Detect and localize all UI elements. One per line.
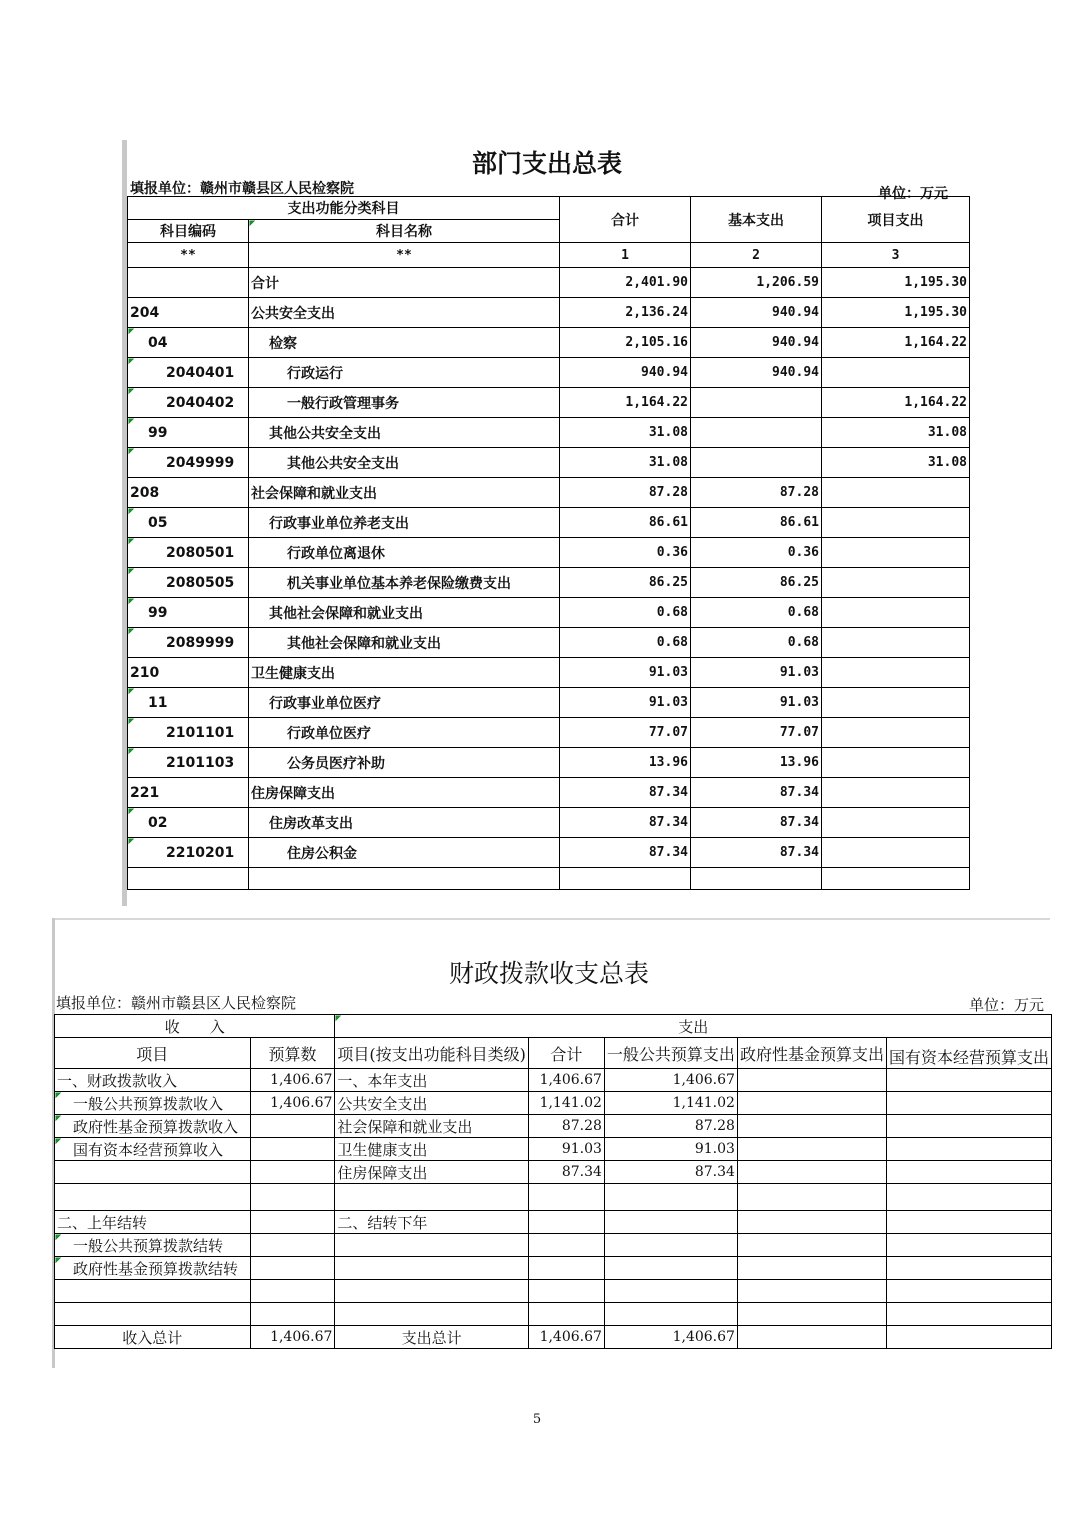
table2-currency-unit: 单位：万元 (968, 996, 1044, 1014)
table2-reporting-unit: 填报单位：赣州市赣县区人民检察院 (56, 994, 297, 1012)
table2-title: 财政拨款收支总表 (448, 959, 649, 988)
basic-value: 940.94 (691, 358, 822, 388)
basic-value: 87.34 (691, 838, 822, 868)
header-budget: 预算数 (250, 1038, 335, 1069)
subject-code: 2101103 (128, 748, 249, 778)
income-item (55, 1161, 251, 1184)
income-item: 国有资本经营预算收入 (55, 1138, 251, 1161)
table1-title: 部门支出总表 (471, 149, 622, 178)
expense-state-capital (886, 1092, 1051, 1115)
project-value (822, 538, 970, 568)
subject-name: 其他社会保障和就业支出 (249, 628, 560, 658)
expense-item (335, 1280, 529, 1303)
basic-value: 91.03 (691, 658, 822, 688)
total-row (55, 1326, 1052, 1349)
table-row (128, 418, 970, 448)
table-row (128, 538, 970, 568)
income-budget (250, 1257, 335, 1280)
income-budget: 1,406.67 (250, 1092, 335, 1115)
expense-total (528, 1211, 604, 1234)
project-value (822, 598, 970, 628)
table-row (55, 1257, 1052, 1280)
income-item: 一般公共预算拨款收入 (55, 1092, 251, 1115)
header-income: 收 入 (55, 1015, 335, 1038)
expense-item: 住房保障支出 (335, 1161, 529, 1184)
subject-name: 住房保障支出 (249, 778, 560, 808)
subject-code: 11 (128, 688, 249, 718)
expense-fund-total (737, 1326, 886, 1349)
table-row (55, 1069, 1052, 1092)
total-value: 87.34 (560, 808, 691, 838)
expense-item (335, 1234, 529, 1257)
expense-general (604, 1211, 737, 1234)
project-value: 1,195.30 (822, 298, 970, 328)
table-row (55, 1138, 1052, 1161)
basic-value: 86.61 (691, 508, 822, 538)
table-row (128, 718, 970, 748)
expense-total (528, 1280, 604, 1303)
total-value: 87.34 (560, 838, 691, 868)
subject-name: 卫生健康支出 (249, 658, 560, 688)
header-code: 科目编码 (128, 220, 249, 243)
total-value: 87.28 (560, 478, 691, 508)
table-row (55, 1211, 1052, 1234)
subject-name: 其他社会保障和就业支出 (249, 598, 560, 628)
expense-item: 公共安全支出 (335, 1092, 529, 1115)
header-row (55, 1038, 1052, 1069)
total-value: 87.34 (560, 778, 691, 808)
total-value: 91.03 (560, 658, 691, 688)
table1-reporting-unit: 填报单位：赣州市赣县区人民检察院 (130, 181, 354, 197)
expense-total-label: 支出总计 (335, 1326, 529, 1349)
table-row (55, 1303, 1052, 1326)
total-value: 0.68 (560, 598, 691, 628)
project-value: 31.08 (822, 448, 970, 478)
basic-value: 0.68 (691, 628, 822, 658)
empty-cell (822, 868, 970, 890)
total-value: 91.03 (560, 688, 691, 718)
subject-name: 其他公共安全支出 (249, 418, 560, 448)
basic-value: 1,206.59 (691, 268, 822, 298)
total-value: 31.08 (560, 418, 691, 448)
header-row (55, 1015, 1052, 1038)
subject-code: 99 (128, 418, 249, 448)
basic-value: 77.07 (691, 718, 822, 748)
project-value (822, 688, 970, 718)
index-cell: 3 (822, 243, 970, 268)
header-expense-item: 项目(按支出功能科目类级) (335, 1038, 529, 1069)
basic-value: 87.28 (691, 478, 822, 508)
income-item: 政府性基金预算拨款收入 (55, 1115, 251, 1138)
expense-fund (737, 1115, 886, 1138)
table-row (128, 268, 970, 298)
subject-code: 2049999 (128, 448, 249, 478)
expense-fund (737, 1092, 886, 1115)
header-row (128, 197, 970, 220)
subject-name: 社会保障和就业支出 (249, 478, 560, 508)
subject-code: 99 (128, 598, 249, 628)
sheet-top-border (52, 918, 1050, 920)
table-row (55, 1184, 1052, 1211)
basic-value: 87.34 (691, 778, 822, 808)
header-total: 合计 (528, 1038, 604, 1069)
basic-value: 87.34 (691, 808, 822, 838)
basic-value: 940.94 (691, 298, 822, 328)
department-expenditure-table (127, 196, 970, 890)
expense-general: 87.28 (604, 1115, 737, 1138)
project-value (822, 808, 970, 838)
expense-general (604, 1257, 737, 1280)
income-item (55, 1184, 251, 1211)
expense-state-capital (886, 1234, 1051, 1257)
table-row (128, 778, 970, 808)
expense-total: 1,406.67 (528, 1069, 604, 1092)
empty-cell (691, 868, 822, 890)
basic-value: 0.36 (691, 538, 822, 568)
subject-name: 行政事业单位医疗 (249, 688, 560, 718)
total-value: 940.94 (560, 358, 691, 388)
project-value (822, 778, 970, 808)
total-value: 2,401.90 (560, 268, 691, 298)
subject-code: 204 (128, 298, 249, 328)
expense-total: 87.28 (528, 1115, 604, 1138)
index-cell: 2 (691, 243, 822, 268)
basic-value (691, 418, 822, 448)
index-cell: ** (249, 243, 560, 268)
subject-code: 2040402 (128, 388, 249, 418)
header-name: 科目名称 (249, 220, 560, 243)
table-row (128, 568, 970, 598)
subject-code: 210 (128, 658, 249, 688)
expense-total-value: 1,406.67 (528, 1326, 604, 1349)
income-total-value: 1,406.67 (250, 1326, 335, 1349)
subject-name: 机关事业单位基本养老保险缴费支出 (249, 568, 560, 598)
subject-name: 行政单位离退休 (249, 538, 560, 568)
expense-total (528, 1257, 604, 1280)
total-value: 77.07 (560, 718, 691, 748)
header-basic: 基本支出 (691, 197, 822, 243)
subject-code: 221 (128, 778, 249, 808)
expense-general: 87.34 (604, 1161, 737, 1184)
total-value: 2,105.16 (560, 328, 691, 358)
expense-general (604, 1280, 737, 1303)
income-budget (250, 1161, 335, 1184)
header-fund-budget: 政府性基金预算支出 (737, 1038, 886, 1069)
header-general-budget: 一般公共预算支出 (604, 1038, 737, 1069)
table-row (128, 478, 970, 508)
expense-state-capital (886, 1303, 1051, 1326)
total-value: 0.36 (560, 538, 691, 568)
total-value: 1,164.22 (560, 388, 691, 418)
table-row (128, 748, 970, 778)
income-budget (250, 1280, 335, 1303)
fiscal-appropriation-sheet (52, 918, 1052, 1370)
project-value (822, 628, 970, 658)
subject-code: 2210201 (128, 838, 249, 868)
project-value (822, 568, 970, 598)
income-budget: 1,406.67 (250, 1069, 335, 1092)
empty-row (128, 868, 970, 890)
empty-cell (249, 868, 560, 890)
expense-item: 卫生健康支出 (335, 1138, 529, 1161)
table-row (55, 1161, 1052, 1184)
project-value (822, 748, 970, 778)
project-value: 1,164.22 (822, 328, 970, 358)
subject-code: 04 (128, 328, 249, 358)
income-budget (250, 1138, 335, 1161)
income-item (55, 1303, 251, 1326)
income-item: 二、上年结转 (55, 1211, 251, 1234)
expense-fund (737, 1069, 886, 1092)
income-budget (250, 1303, 335, 1326)
project-value (822, 658, 970, 688)
subject-name: 一般行政管理事务 (249, 388, 560, 418)
total-value: 0.68 (560, 628, 691, 658)
table-row (128, 598, 970, 628)
index-cell: ** (128, 243, 249, 268)
project-value: 1,164.22 (822, 388, 970, 418)
total-value: 13.96 (560, 748, 691, 778)
expense-item: 二、结转下年 (335, 1211, 529, 1234)
table-row (128, 388, 970, 418)
table-row (128, 808, 970, 838)
index-cell: 1 (560, 243, 691, 268)
expense-general (604, 1184, 737, 1211)
expense-general (604, 1303, 737, 1326)
expense-fund (737, 1184, 886, 1211)
project-value (822, 838, 970, 868)
expense-item (335, 1184, 529, 1211)
expense-total (528, 1184, 604, 1211)
expense-state-capital (886, 1138, 1051, 1161)
total-value: 86.25 (560, 568, 691, 598)
table1-currency-unit: 单位：万元 (878, 186, 948, 202)
expense-item (335, 1257, 529, 1280)
table-row (55, 1092, 1052, 1115)
header-total: 合计 (560, 197, 691, 243)
subject-name: 行政运行 (249, 358, 560, 388)
income-item: 一、财政拨款收入 (55, 1069, 251, 1092)
project-value: 1,195.30 (822, 268, 970, 298)
header-item: 项目 (55, 1038, 251, 1069)
basic-value: 86.25 (691, 568, 822, 598)
subject-code: 2080505 (128, 568, 249, 598)
subject-name: 合计 (249, 268, 560, 298)
subject-name: 住房改革支出 (249, 808, 560, 838)
project-value (822, 358, 970, 388)
table-row (128, 448, 970, 478)
income-total-label: 收入总计 (55, 1326, 251, 1349)
page-number: 5 (532, 1412, 542, 1427)
table-row (128, 508, 970, 538)
expense-general-total: 1,406.67 (604, 1326, 737, 1349)
expense-fund (737, 1280, 886, 1303)
basic-value (691, 448, 822, 478)
expense-total: 91.03 (528, 1138, 604, 1161)
expense-total (528, 1234, 604, 1257)
expense-state-capital-total (886, 1326, 1051, 1349)
header-state-capital: 国有资本经营预算支出 (886, 1038, 1051, 1069)
table-row (128, 628, 970, 658)
table-row (128, 838, 970, 868)
income-item: 政府性基金预算拨款结转 (55, 1257, 251, 1280)
income-budget (250, 1211, 335, 1234)
header-project: 项目支出 (822, 197, 970, 243)
subject-code: 2089999 (128, 628, 249, 658)
expense-state-capital (886, 1184, 1051, 1211)
subject-code: 02 (128, 808, 249, 838)
total-value: 2,136.24 (560, 298, 691, 328)
empty-cell (560, 868, 691, 890)
subject-name: 住房公积金 (249, 838, 560, 868)
basic-value: 0.68 (691, 598, 822, 628)
project-value (822, 508, 970, 538)
table-row (128, 298, 970, 328)
header-function-category: 支出功能分类科目 (128, 197, 560, 220)
subject-name: 行政单位医疗 (249, 718, 560, 748)
table-row (55, 1234, 1052, 1257)
subject-code: 05 (128, 508, 249, 538)
expense-fund (737, 1257, 886, 1280)
expense-total: 87.34 (528, 1161, 604, 1184)
expense-state-capital (886, 1161, 1051, 1184)
expense-total (528, 1303, 604, 1326)
expense-general: 1,141.02 (604, 1092, 737, 1115)
table-row (128, 658, 970, 688)
empty-cell (128, 868, 249, 890)
basic-value: 940.94 (691, 328, 822, 358)
project-value: 31.08 (822, 418, 970, 448)
subject-code: 2080501 (128, 538, 249, 568)
subject-name: 公共安全支出 (249, 298, 560, 328)
basic-value (691, 388, 822, 418)
basic-value: 13.96 (691, 748, 822, 778)
expense-fund (737, 1138, 886, 1161)
expense-fund (737, 1234, 886, 1257)
expense-general: 91.03 (604, 1138, 737, 1161)
subject-name: 行政事业单位养老支出 (249, 508, 560, 538)
expense-item: 一、本年支出 (335, 1069, 529, 1092)
income-budget (250, 1115, 335, 1138)
income-budget (250, 1234, 335, 1257)
header-expense: 支出 (335, 1015, 1052, 1038)
subject-code: 2040401 (128, 358, 249, 388)
expense-fund (737, 1211, 886, 1234)
expense-total: 1,141.02 (528, 1092, 604, 1115)
income-budget (250, 1184, 335, 1211)
subject-code: 208 (128, 478, 249, 508)
basic-value: 91.03 (691, 688, 822, 718)
project-value (822, 718, 970, 748)
table-row (128, 688, 970, 718)
expense-state-capital (886, 1069, 1051, 1092)
expense-general (604, 1234, 737, 1257)
expense-fund (737, 1303, 886, 1326)
expense-state-capital (886, 1211, 1051, 1234)
total-value: 86.61 (560, 508, 691, 538)
subject-code: 2101101 (128, 718, 249, 748)
expense-state-capital (886, 1280, 1051, 1303)
expense-item (335, 1303, 529, 1326)
subject-name: 检察 (249, 328, 560, 358)
expense-general: 1,406.67 (604, 1069, 737, 1092)
subject-name: 公务员医疗补助 (249, 748, 560, 778)
expense-fund (737, 1161, 886, 1184)
project-value (822, 478, 970, 508)
table-row (55, 1280, 1052, 1303)
expense-state-capital (886, 1257, 1051, 1280)
table-row (128, 358, 970, 388)
table-row (55, 1115, 1052, 1138)
expense-state-capital (886, 1115, 1051, 1138)
subject-name: 其他公共安全支出 (249, 448, 560, 478)
table-row (128, 328, 970, 358)
income-item (55, 1280, 251, 1303)
expense-item: 社会保障和就业支出 (335, 1115, 529, 1138)
income-item: 一般公共预算拨款结转 (55, 1234, 251, 1257)
total-value: 31.08 (560, 448, 691, 478)
subject-code (128, 268, 249, 298)
fiscal-appropriation-table (54, 1014, 1052, 1349)
department-expenditure-sheet (122, 140, 982, 910)
index-row (128, 243, 970, 268)
